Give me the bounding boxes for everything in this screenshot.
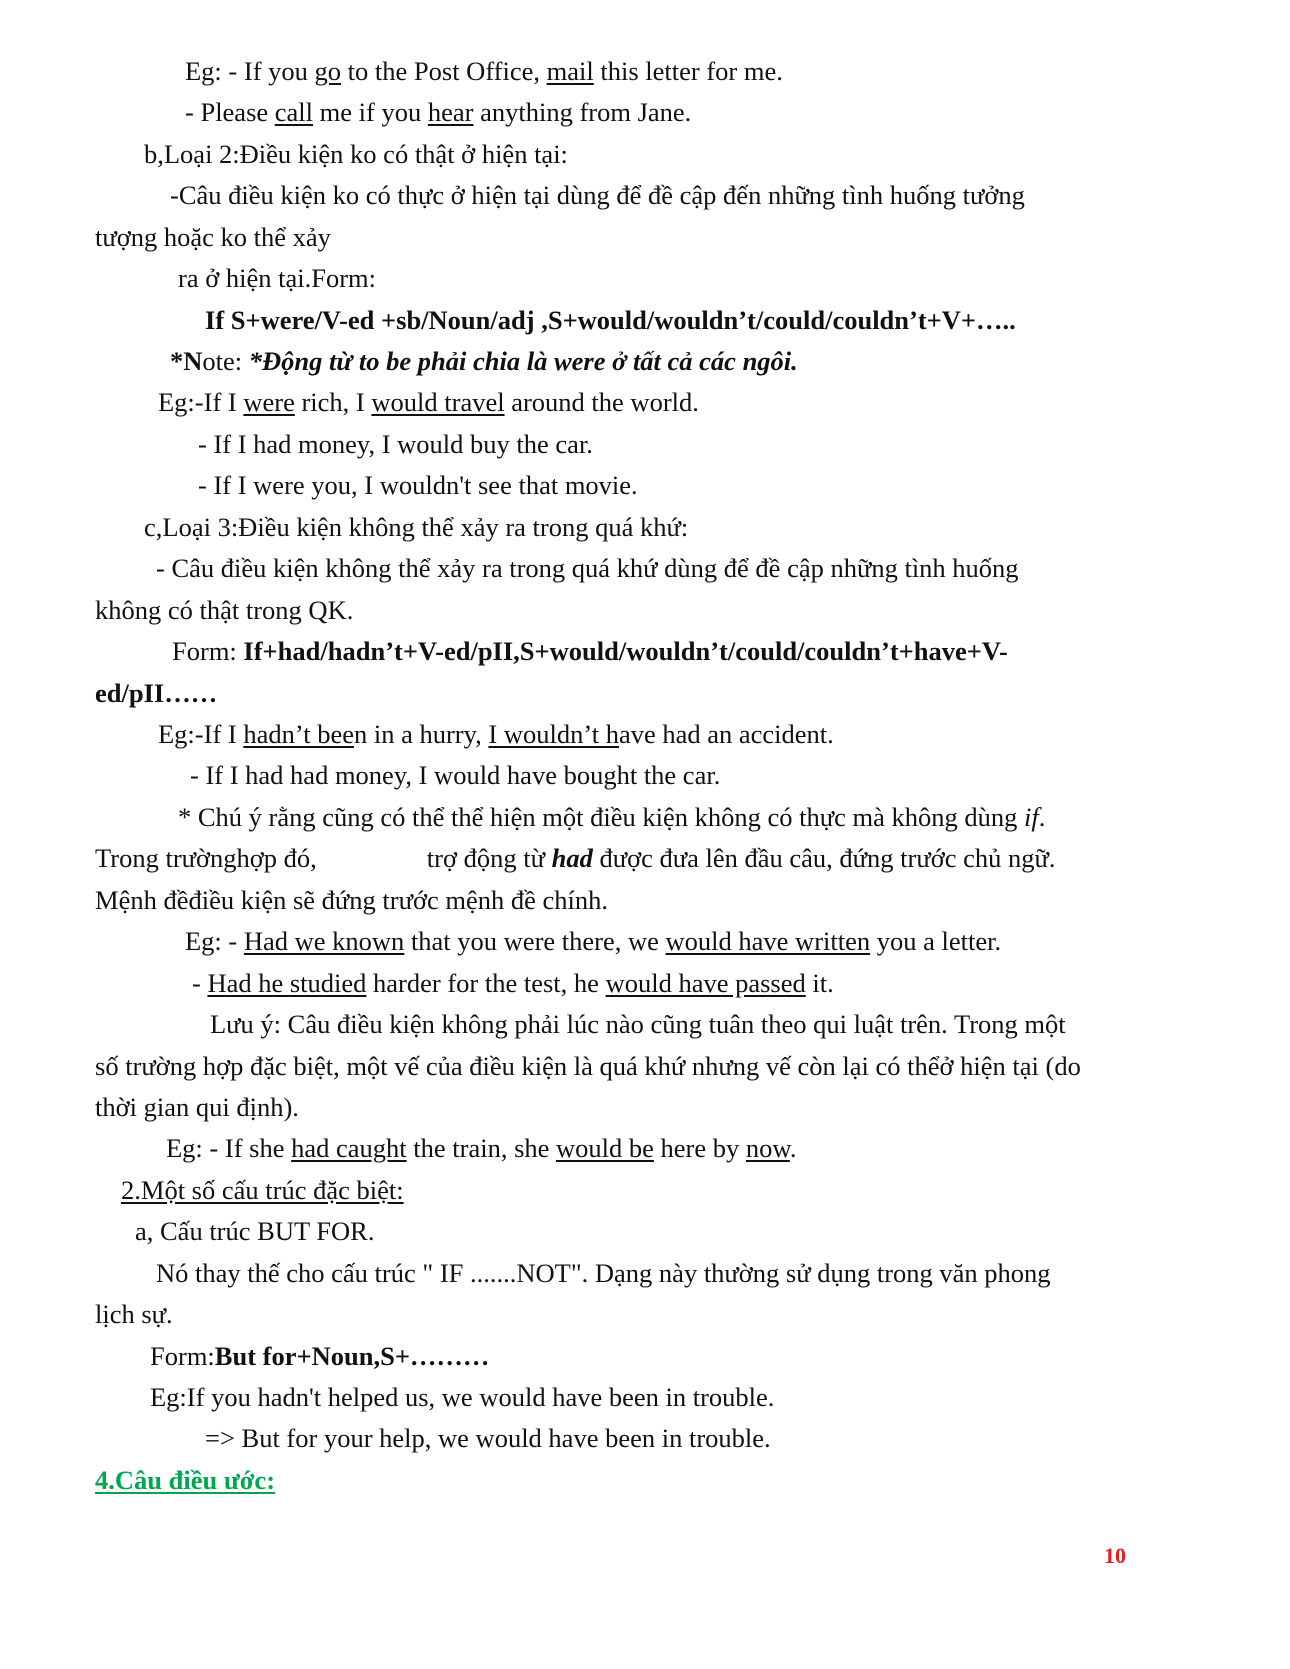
paragraph-line: Trong trườnghợp đó, trợ động từ had được đưa lên đầu câu, đứng trước chủ ngữ. (95, 843, 1056, 873)
example-line: Eg:-If I were rich, I would travel around the world. (158, 387, 699, 417)
example-line: Eg:-If I hadn’t been in a hurry, I wouldn’t have had an accident. (158, 719, 834, 749)
note-line: * Chú ý rằng cũng có thể thể hiện một điều kiện không có thực mà không dùng if. (178, 802, 1046, 832)
example-line: - If I were you, I wouldn't see that movie. (198, 470, 638, 500)
example-line: Eg:If you hadn't helped us, we would have been in trouble. (150, 1382, 775, 1412)
example-line: Eg: - If you go to the Post Office, mail this letter for me. (185, 56, 783, 86)
section-heading-type3: c,Loại 3:Điều kiện không thể xảy ra trong quá khứ: (144, 512, 689, 542)
example-line: => But for your help, we would have been in trouble. (205, 1423, 771, 1453)
formula-but-for: Form:But for+Noun,S+……… (150, 1341, 490, 1371)
paragraph-line: không có thật trong QK. (95, 595, 354, 625)
page-number: 10 (1104, 1543, 1126, 1568)
paragraph-line: -Câu điều kiện ko có thực ở hiện tại dùng để đề cập đến những tình huống tưởng (170, 180, 1025, 210)
example-line: Eg: - Had we known that you were there, we would have written you a letter. (185, 926, 1002, 956)
formula-type3: Form: If+had/hadn’t+V-ed/pII,S+would/wouldn’t/could/couldn’t+have+V- (172, 636, 1008, 666)
formula-type2: If S+were/V-ed +sb/Noun/adj ,S+would/wouldn’t/could/couldn’t+V+….. (205, 305, 1016, 335)
paragraph-line: Nó thay thế cho cấu trúc " IF .......NOT". Dạng này thường sử dụng trong văn phong (156, 1258, 1051, 1288)
paragraph-line: lịch sự. (95, 1299, 173, 1329)
paragraph-line: số trường hợp đặc biệt, một vế của điều kiện là quá khứ nhưng vế còn lại có thểở hiện tại (do (95, 1051, 1081, 1081)
section-heading-special: 2.Một số cấu trúc đặc biệt: (121, 1175, 404, 1205)
example-line: - If I had money, I would buy the car. (198, 429, 593, 459)
paragraph-line: tượng hoặc ko thể xảy (95, 222, 331, 252)
example-line: - If I had had money, I would have bought the car. (190, 760, 721, 790)
example-line: - Please call me if you hear anything from Jane. (185, 97, 692, 127)
subsection-heading: a, Cấu trúc BUT FOR. (135, 1216, 375, 1246)
paragraph-line: Mệnh đềđiều kiện sẽ đứng trước mệnh đề chính. (95, 885, 608, 915)
section-heading-wish: 4.Câu điều ước: (95, 1465, 276, 1495)
paragraph-line: - Câu điều kiện không thể xảy ra trong quá khứ dùng để đề cập những tình huống (156, 553, 1019, 583)
note-line: Lưu ý: Câu điều kiện không phải lúc nào cũng tuân theo qui luật trên. Trong một (210, 1009, 1066, 1039)
example-line: Eg: - If she had caught the train, she would be here by now. (166, 1133, 797, 1163)
paragraph-line: thời gian qui định). (95, 1092, 299, 1122)
section-heading-type2: b,Loại 2:Điều kiện ko có thật ở hiện tại: (144, 139, 568, 169)
paragraph-line: ra ở hiện tại.Form: (178, 263, 376, 293)
example-line: - Had he studied harder for the test, he would have passed it. (192, 968, 834, 998)
note-line: *Note: *Động từ to be phải chia là were ở tất cả các ngôi. (170, 346, 798, 376)
formula-type3-cont: ed/pII…… (95, 678, 218, 708)
